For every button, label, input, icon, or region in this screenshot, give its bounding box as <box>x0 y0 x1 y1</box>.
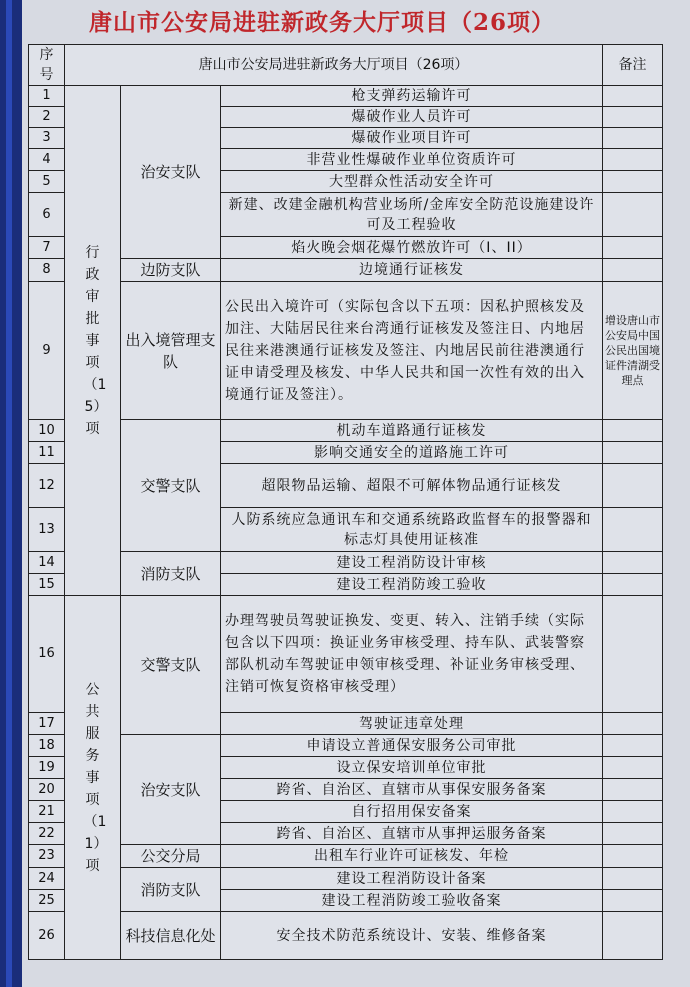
row-num: 13 <box>29 508 65 552</box>
row-num: 26 <box>29 912 65 960</box>
row-num: 16 <box>29 596 65 713</box>
row-item: 建设工程消防设计审核 <box>221 552 603 574</box>
row-item: 超限物品运输、超限不可解体物品通行证核发 <box>221 464 603 508</box>
dept-bianfang: 边防支队 <box>121 259 221 282</box>
category-admin-text: 行政审批事项（15）项 <box>83 244 107 437</box>
row-note <box>603 107 663 128</box>
header-items: 唐山市公安局进驻新政务大厅项目（26项） <box>65 45 603 86</box>
row-num: 6 <box>29 193 65 237</box>
dept-zhian-2: 治安支队 <box>121 735 221 845</box>
table-row <box>29 596 663 713</box>
row-num: 8 <box>29 259 65 282</box>
row-note <box>603 823 663 845</box>
row-num: 24 <box>29 868 65 890</box>
row-item: 建设工程消防竣工验收 <box>221 574 603 596</box>
row-item: 非营业性爆破作业单位资质许可 <box>221 149 603 171</box>
table-row <box>29 420 663 442</box>
row-note <box>603 779 663 801</box>
row-note <box>603 845 663 868</box>
row-num: 3 <box>29 128 65 149</box>
row-num: 25 <box>29 890 65 912</box>
row-item: 驾驶证违章处理 <box>221 713 603 735</box>
row-num: 4 <box>29 149 65 171</box>
row-item: 公民出入境许可（实际包含以下五项：因私护照核发及加注、大陆居民往来台湾通行证核发及签注日、内地居民往来港澳通行证核发及签注、内地居民前往港澳通行证申请受理及核发、中华人民共和国一次性有效的出入境通行证及签注）。 <box>221 282 603 420</box>
row-note <box>603 868 663 890</box>
row-item: 焰火晚会烟花爆竹燃放许可（I、II） <box>221 237 603 259</box>
row-num: 20 <box>29 779 65 801</box>
row-item: 建设工程消防设计备案 <box>221 868 603 890</box>
row-note <box>603 193 663 237</box>
row-note <box>603 801 663 823</box>
row-num: 10 <box>29 420 65 442</box>
table-header <box>29 45 663 86</box>
row-item: 边境通行证核发 <box>221 259 603 282</box>
dept-jiaojing-2: 交警支队 <box>121 596 221 735</box>
dept-churujing: 出入境管理支队 <box>121 282 221 420</box>
category-public-text: 公共服务事项（11）项 <box>83 681 107 874</box>
row-note <box>603 596 663 713</box>
items-table <box>28 44 663 960</box>
header-note: 备注 <box>603 45 663 86</box>
row-num: 18 <box>29 735 65 757</box>
row-note <box>603 128 663 149</box>
page-title: 唐山市公安局进驻新政务大厅项目（26项） <box>88 9 555 36</box>
row-num: 11 <box>29 442 65 464</box>
table-row <box>29 552 663 574</box>
row-item: 爆破作业项目许可 <box>221 128 603 149</box>
row-item: 大型群众性活动安全许可 <box>221 171 603 193</box>
row-note <box>603 574 663 596</box>
row-note <box>603 149 663 171</box>
row-num: 15 <box>29 574 65 596</box>
dept-gongjiao: 公交分局 <box>121 845 221 868</box>
dept-jiaojing-1: 交警支队 <box>121 420 221 552</box>
row-num: 23 <box>29 845 65 868</box>
row-num: 9 <box>29 282 65 420</box>
row-item: 枪支弹药运输许可 <box>221 86 603 107</box>
row-item: 申请设立普通保安服务公司审批 <box>221 735 603 757</box>
row-note <box>603 890 663 912</box>
table-row <box>29 912 663 960</box>
row-note <box>603 912 663 960</box>
table-row <box>29 282 663 420</box>
row-num: 22 <box>29 823 65 845</box>
table-row <box>29 845 663 868</box>
dept-zhian-1: 治安支队 <box>121 86 221 259</box>
left-blue-stripe <box>6 0 12 987</box>
category-public <box>65 596 121 960</box>
row-note: 增设唐山市公安局中国公民出国境证件清湖受理点 <box>603 282 663 420</box>
row-item: 自行招用保安备案 <box>221 801 603 823</box>
row-item: 影响交通安全的道路施工许可 <box>221 442 603 464</box>
dept-xiaofang-2: 消防支队 <box>121 868 221 912</box>
row-note <box>603 713 663 735</box>
row-note <box>603 171 663 193</box>
row-note <box>603 86 663 107</box>
row-note <box>603 237 663 259</box>
row-item: 新建、改建金融机构营业场所/金库安全防范设施建设许可及工程验收 <box>221 193 603 237</box>
table-row <box>29 868 663 890</box>
row-note <box>603 735 663 757</box>
header-num: 序号 <box>29 45 65 86</box>
row-note <box>603 508 663 552</box>
row-num: 12 <box>29 464 65 508</box>
row-num: 7 <box>29 237 65 259</box>
row-note <box>603 420 663 442</box>
left-blue-bar <box>0 0 22 987</box>
row-num: 17 <box>29 713 65 735</box>
row-item: 人防系统应急通讯车和交通系统路政监督车的报警器和标志灯具使用证核准 <box>221 508 603 552</box>
row-num: 14 <box>29 552 65 574</box>
row-num: 2 <box>29 107 65 128</box>
table-row <box>29 86 663 107</box>
category-admin <box>65 86 121 596</box>
row-note <box>603 442 663 464</box>
row-item: 建设工程消防竣工验收备案 <box>221 890 603 912</box>
row-num: 21 <box>29 801 65 823</box>
row-note <box>603 464 663 508</box>
row-num: 1 <box>29 86 65 107</box>
table-row <box>29 735 663 757</box>
row-item: 办理驾驶员驾驶证换发、变更、转入、注销手续（实际包含以下四项：换证业务审核受理、持车队、武装警察部队机动车驾驶证申领审核受理、补证业务审核受理、注销可恢复资格审核受理） <box>221 596 603 713</box>
row-note <box>603 259 663 282</box>
row-item: 跨省、自治区、直辖市从事保安服务备案 <box>221 779 603 801</box>
dept-xiaofang-1: 消防支队 <box>121 552 221 596</box>
row-note <box>603 757 663 779</box>
row-item: 出租车行业许可证核发、年检 <box>221 845 603 868</box>
dept-keji: 科技信息化处 <box>121 912 221 960</box>
row-item: 设立保安培训单位审批 <box>221 757 603 779</box>
row-item: 安全技术防范系统设计、安装、维修备案 <box>221 912 603 960</box>
table-row <box>29 259 663 282</box>
row-item: 机动车道路通行证核发 <box>221 420 603 442</box>
row-note <box>603 552 663 574</box>
row-num: 5 <box>29 171 65 193</box>
row-num: 19 <box>29 757 65 779</box>
row-item: 跨省、自治区、直辖市从事押运服务备案 <box>221 823 603 845</box>
row-item: 爆破作业人员许可 <box>221 107 603 128</box>
